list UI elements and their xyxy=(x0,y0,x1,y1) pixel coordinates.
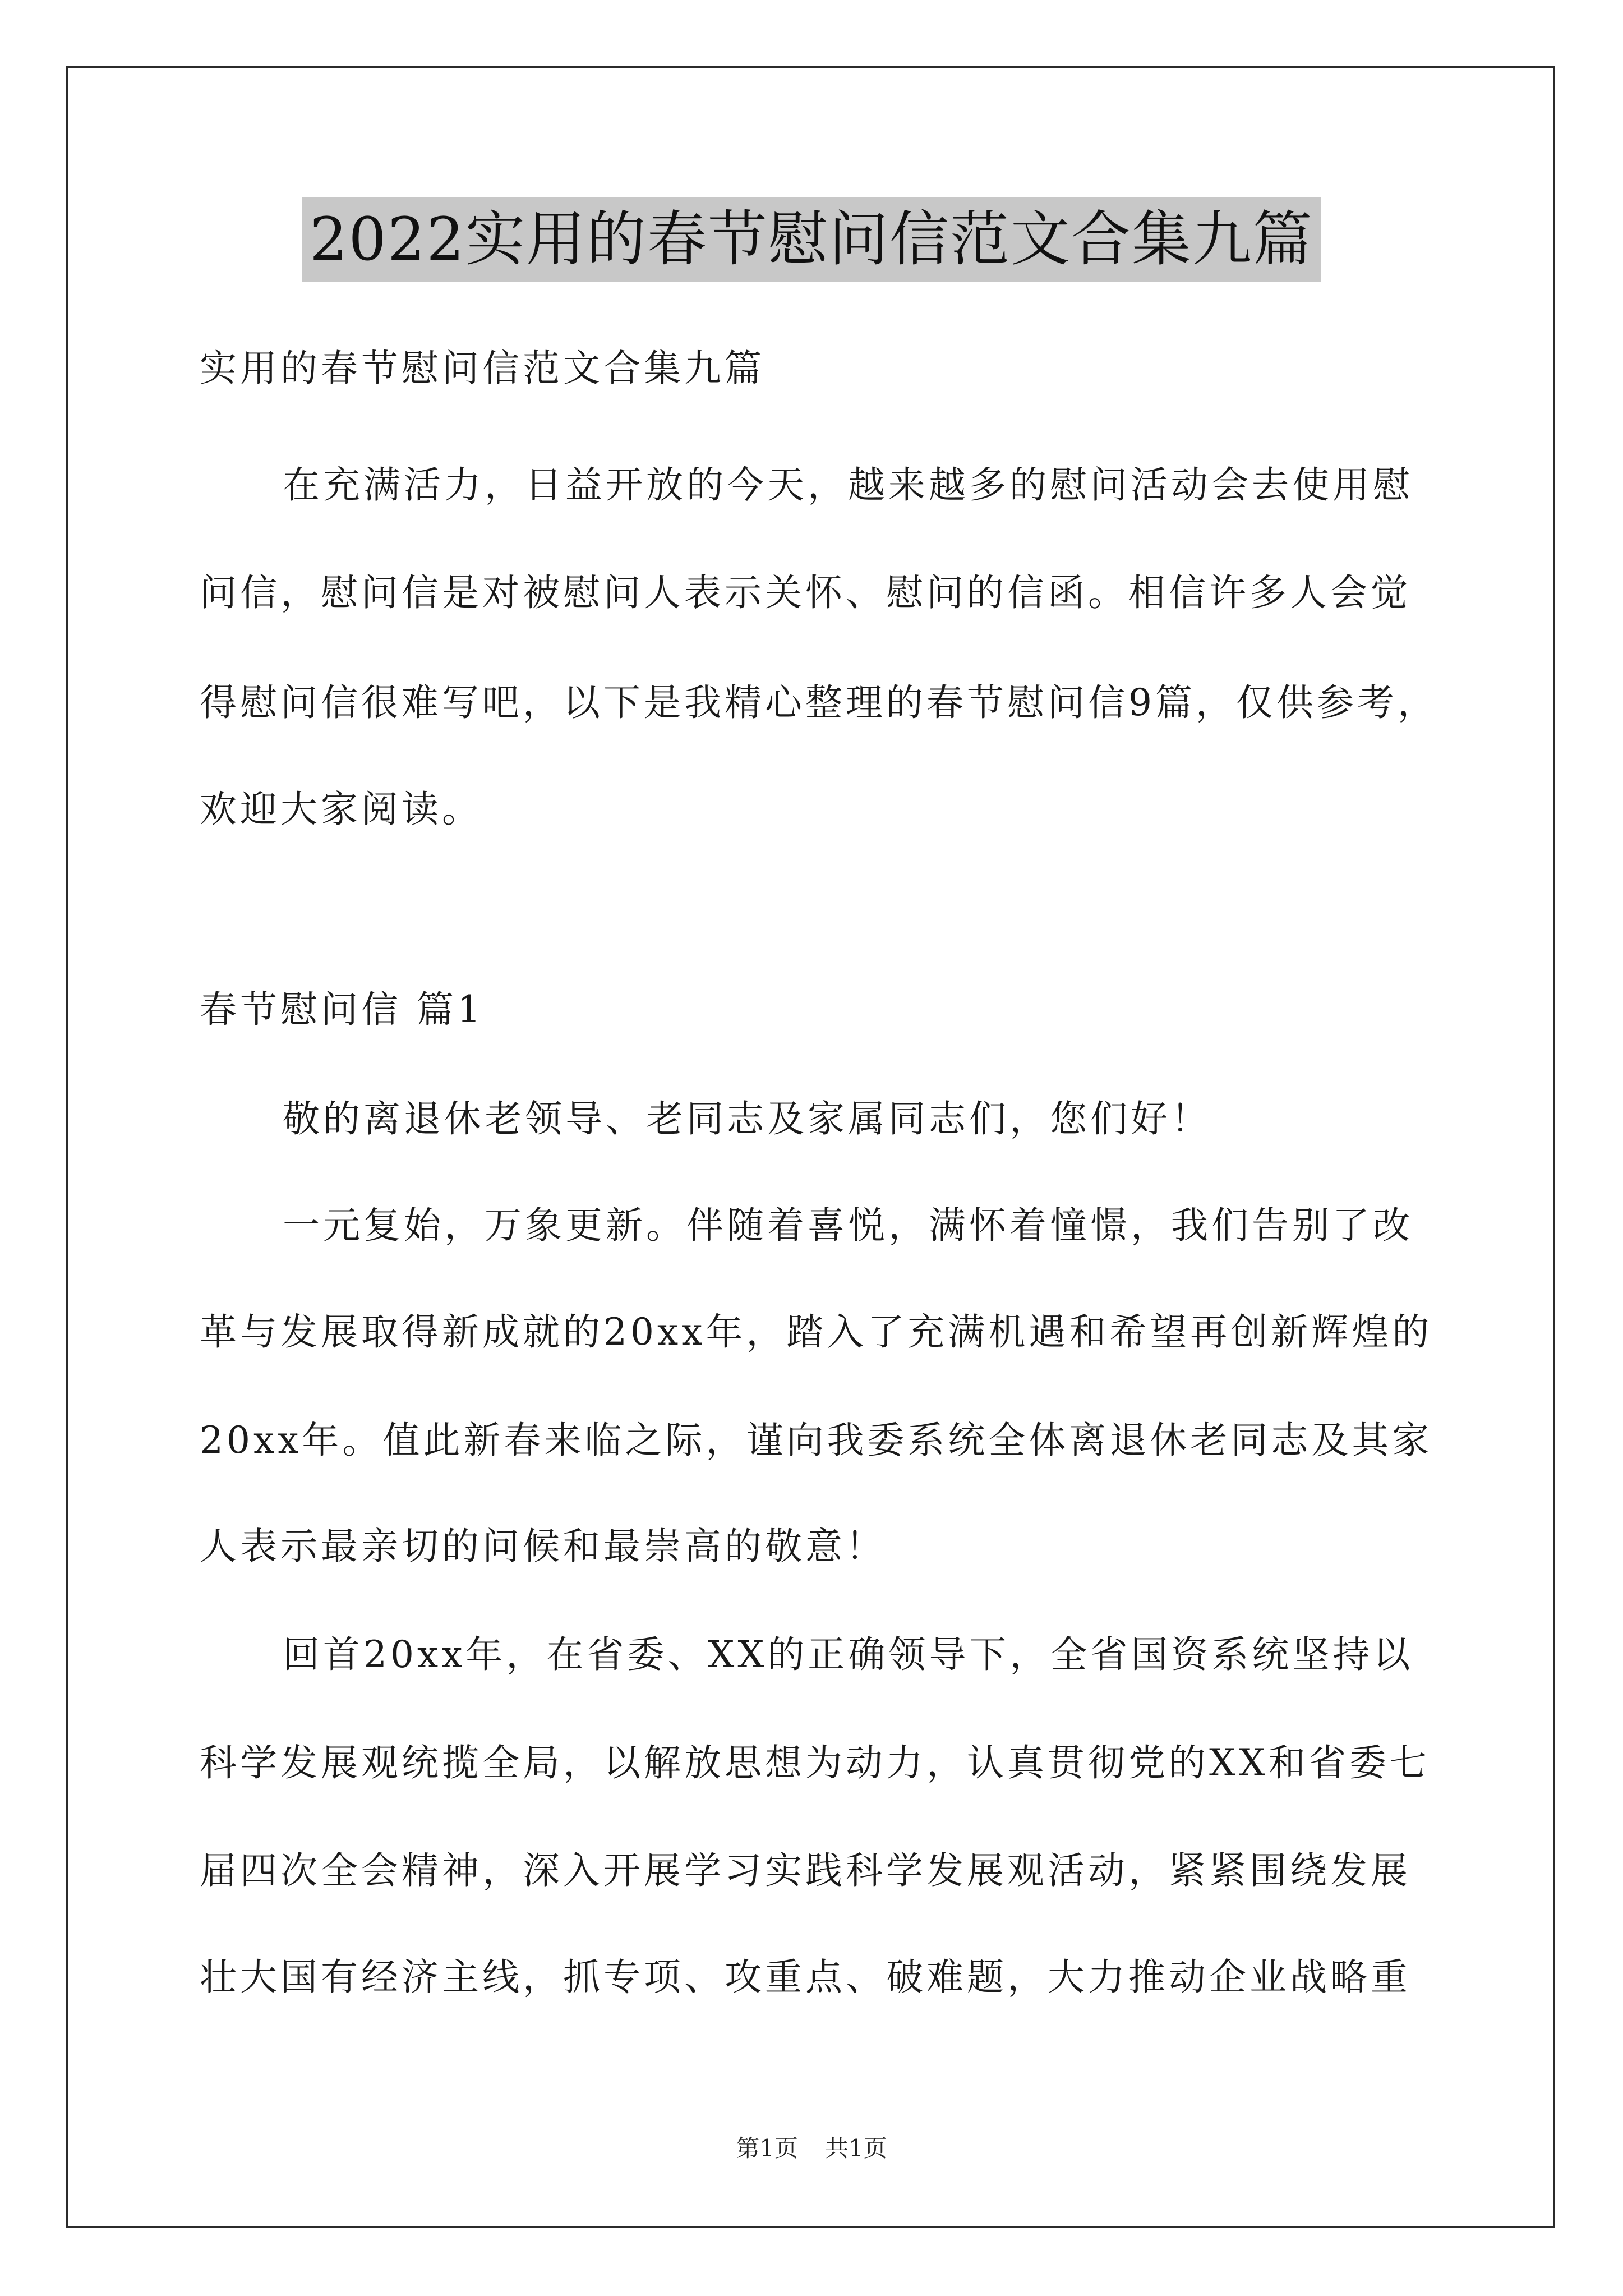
intro-line: 欢迎大家阅读。 xyxy=(200,788,482,831)
greeting: 敬的离退休老领导、老同志及家属同志们，您们好！ xyxy=(283,1097,1211,1140)
intro-line: 问信，慰问信是对被慰问人表示关怀、慰问的信函。相信许多人会觉 xyxy=(200,571,1411,614)
title-container xyxy=(0,197,1623,282)
page-number: 第1页 xyxy=(736,2134,798,2162)
paragraph-line: 人表示最亲切的问候和最崇高的敬意！ xyxy=(200,1525,886,1568)
paragraph-line: 届四次全会精神，深入开展学习实践科学发展观活动，紧紧围绕发展 xyxy=(200,1849,1411,1892)
page-footer xyxy=(0,2132,1623,2165)
paragraph-line: 回首20xx年，在省委、XX的正确领导下，全省国资系统坚持以 xyxy=(283,1633,1414,1676)
document-title: 2022实用的春节慰问信范文合集九篇 xyxy=(302,197,1321,282)
paragraph-line: 革与发展取得新成就的20xx年，踏入了充满机遇和希望再创新辉煌的 xyxy=(200,1310,1433,1354)
paragraph-line: 20xx年。值此新春来临之际，谨向我委系统全体离退休老同志及其家 xyxy=(200,1419,1433,1462)
paragraph-line: 一元复始，万象更新。伴随着喜悦，满怀着憧憬，我们告别了改 xyxy=(283,1204,1413,1247)
paragraph-line: 科学发展观统揽全局，以解放思想为动力，认真贯彻党的XX和省委七 xyxy=(200,1741,1430,1784)
intro-line: 在充满活力，日益开放的今天，越来越多的慰问活动会去使用慰 xyxy=(283,463,1413,507)
paragraph-line: 壮大国有经济主线，抓专项、攻重点、破难题，大力推动企业战略重 xyxy=(200,1955,1411,1999)
page-total: 共1页 xyxy=(825,2134,887,2162)
intro-line: 得慰问信很难写吧，以下是我精心整理的春节慰问信9篇，仅供参考， xyxy=(200,681,1438,724)
subtitle: 实用的春节慰问信范文合集九篇 xyxy=(200,347,765,390)
section-heading: 春节慰问信 篇1 xyxy=(200,988,484,1031)
